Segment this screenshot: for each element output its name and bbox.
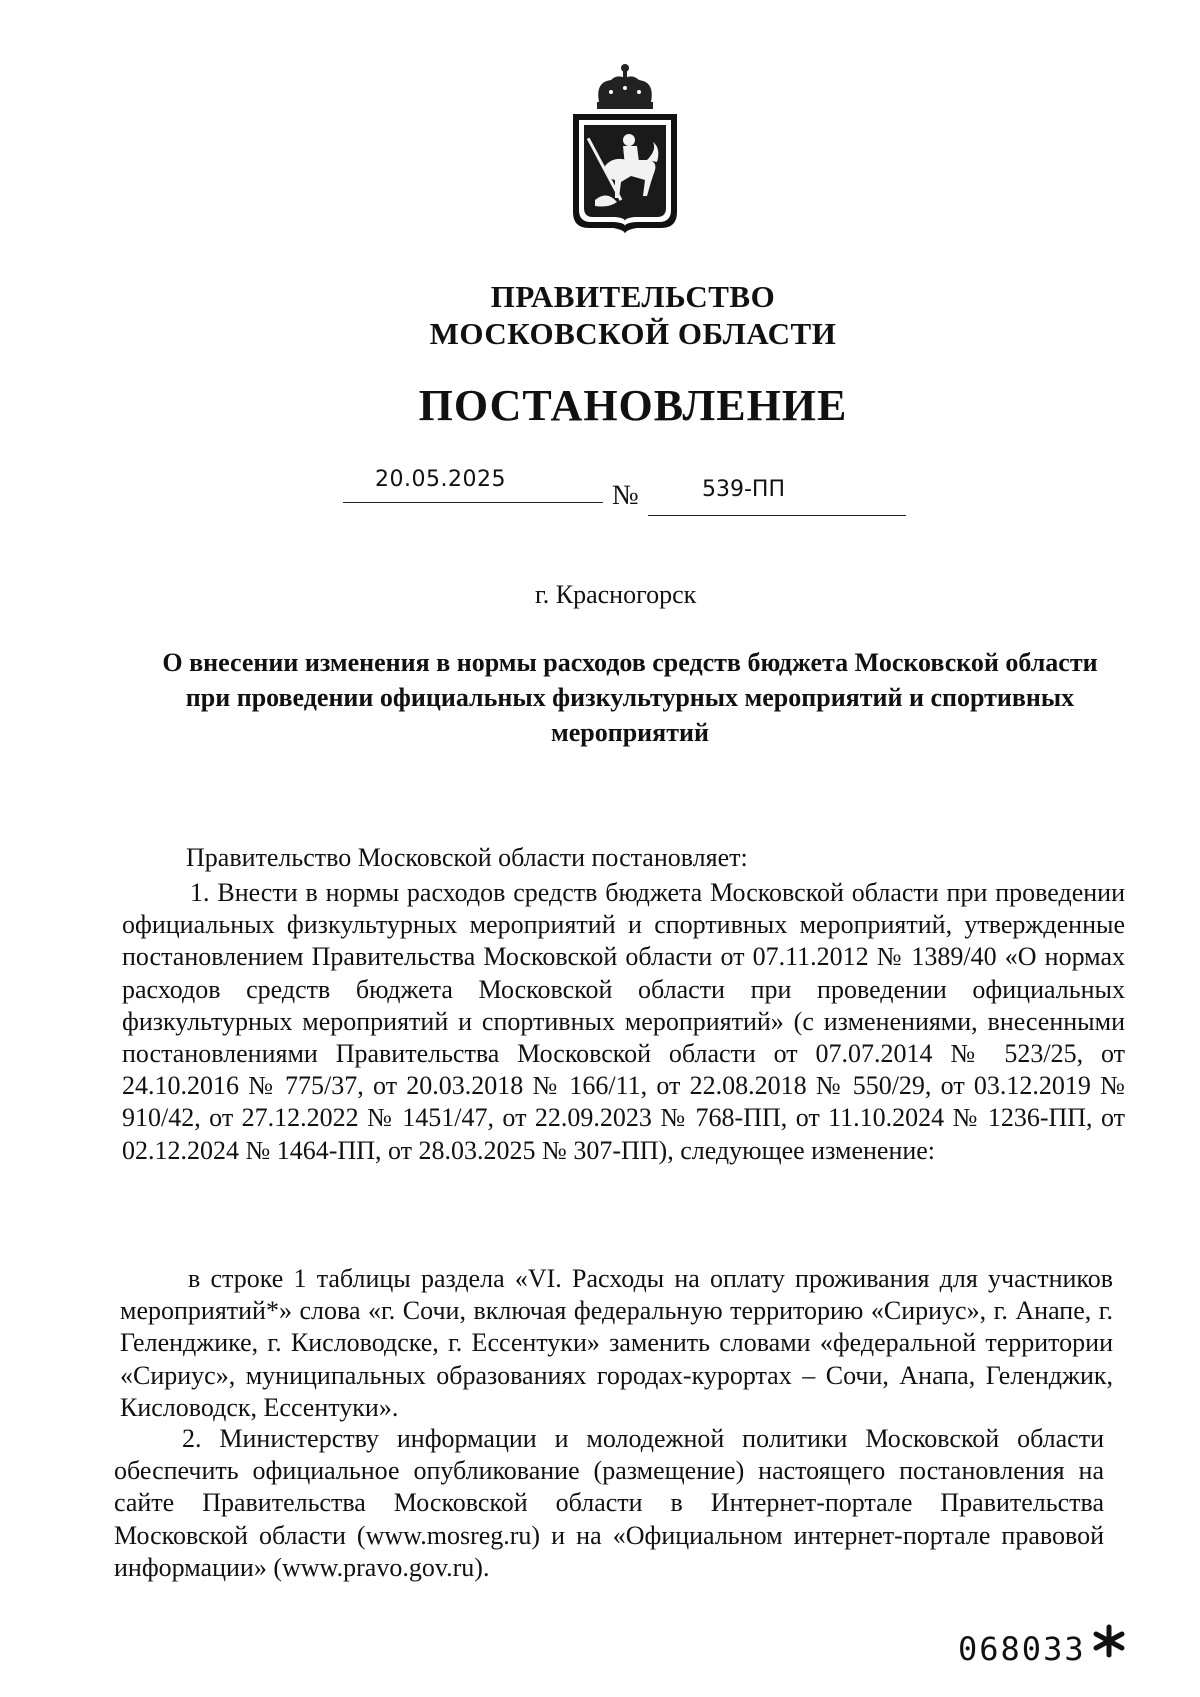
asterisk-icon — [1092, 1624, 1126, 1658]
number-underline — [648, 515, 906, 516]
document-date: 20.05.2025 — [375, 467, 506, 492]
body-paragraph-3: 2. Министерству информации и молодежной политики Московской области обеспечить официальное опубликование (размещение) настоящего постановления на сайте Правительства Московской области в Интернет-портале Правительства Московской области (www.mosreg.ru) и на «Официальном интернет-портале правовой информации» (www.pravo.gov.ru). — [114, 1424, 1104, 1582]
authority-name-line2: МОСКОВСКОЙ ОБЛАСТИ — [429, 316, 837, 351]
number-sign: № — [612, 480, 639, 511]
coat-of-arms-icon — [565, 62, 685, 234]
authority-name-line1: ПРАВИТЕЛЬСТВО — [490, 279, 776, 314]
body-paragraph-2: в строке 1 таблицы раздела «VI. Расходы на оплату проживания для участников мероприятий*» слова «г. Сочи, включая федеральную территорию «Сириус», г. Анапе, г. Геленджике, г. Кисловодске, г. Ессентуки» заменить словами «федеральной территории «Сириус», муниципальных образованиях городах-курортах – Сочи, Анапа, Геленджик, Кисловодск, Ессентуки». — [120, 1264, 1113, 1422]
footer-serial-code: 068033 — [958, 1630, 1086, 1668]
date-underline — [343, 502, 603, 503]
body-paragraph-1: 1. Внести в нормы расходов средств бюджета Московской области при проведении официальных физкультурных мероприятий и спортивных мероприятий, утвержденные постановлением Правительства Московской области от 07.11.2012 № 1389/40 «О нормах расходов средств бюджета Московской области при проведении официальных физкультурных мероприятий и спортивных мероприятий» (с изменениями, внесенными постановлениями Правительства Московской области от 07.07.2014 № 523/25, от 24.10.2016 № 775/37, от 20.03.2018 № 166/11, от 22.08.2018 № 550/29, от 03.12.2019 № 910/42, от 27.12.2022 № 1451/47, от 22.09.2023 № 768-ПП, от 11.10.2024 № 1236-ПП, от 02.12.2024 № 1464-ПП, от 28.03.2025 № 307-ПП), следующее изменение: — [122, 878, 1125, 1165]
issue-city: г. Красногорск — [535, 580, 697, 609]
document-title: О внесении изменения в нормы расходов средств бюджета Московской области при проведении официальных физкультурных мероприятий и спортивных мероприятий — [162, 648, 1098, 747]
document-number: 539-ПП — [702, 477, 786, 502]
body-intro: Правительство Московской области постановляет: — [186, 843, 748, 872]
document-type-heading: ПОСТАНОВЛЕНИЕ — [418, 381, 848, 430]
